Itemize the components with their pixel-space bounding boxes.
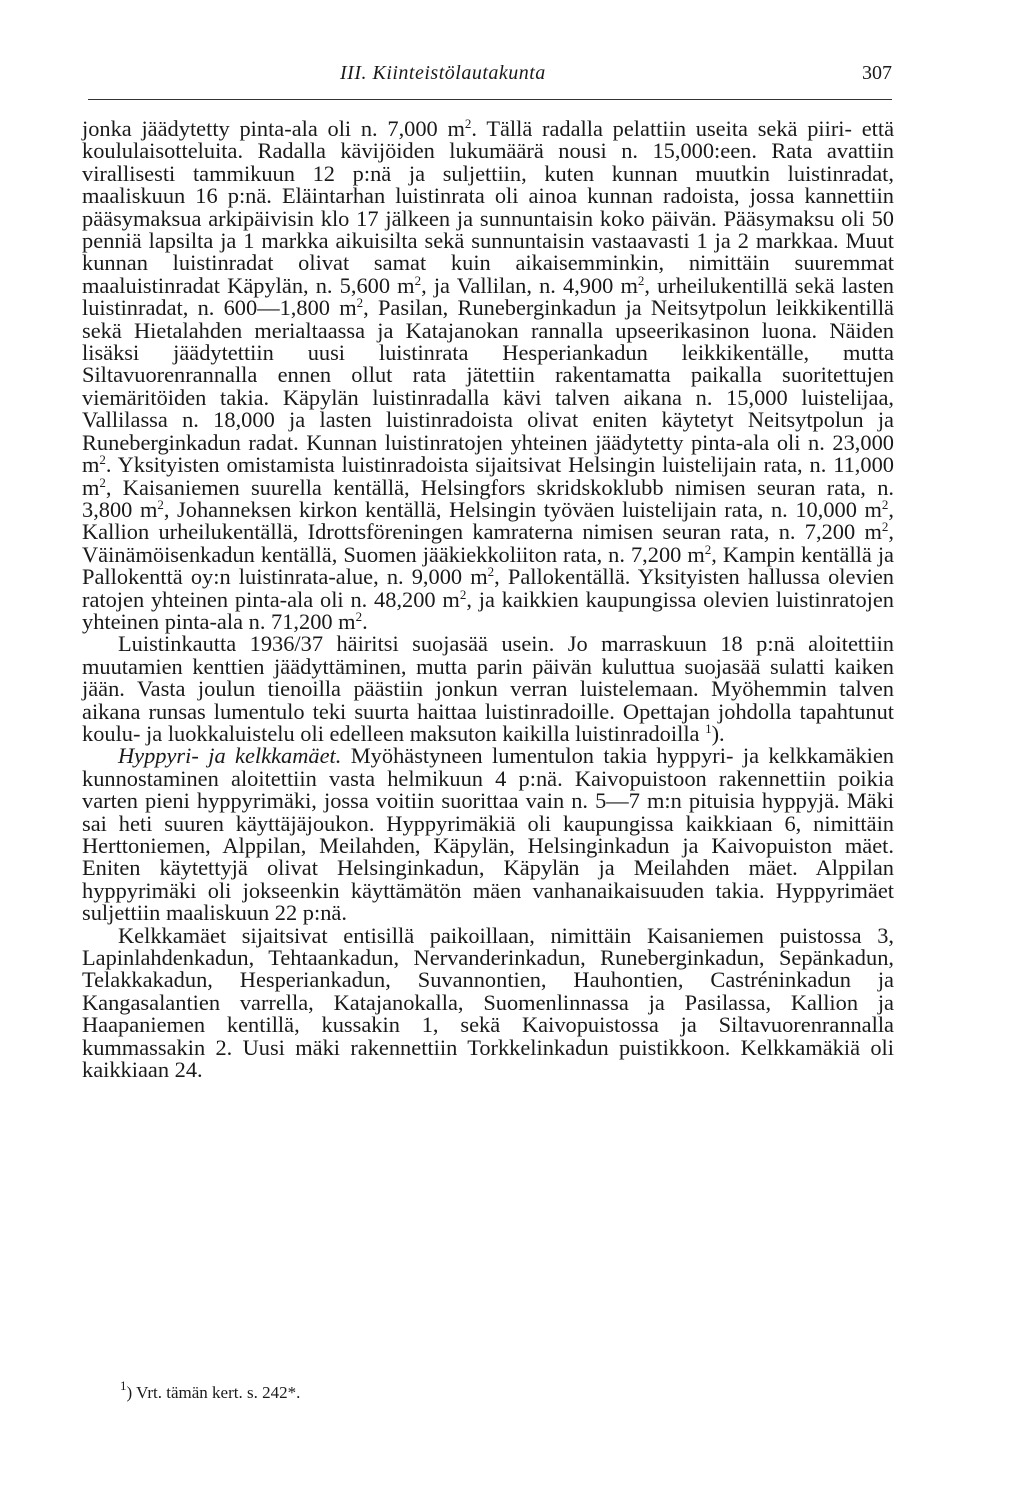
footnote-marker: 1	[120, 1378, 127, 1393]
header-title: III. Kiinteistölautakunta	[340, 62, 546, 84]
footnote: $^1$) Vrt. tämän kert. s. 242*.	[120, 1378, 301, 1402]
section-heading: Hyppyri- ja kelkkamäet.	[118, 743, 342, 769]
page-number: 307	[862, 62, 892, 84]
running-header	[340, 62, 892, 98]
footnote-reference: 1	[705, 720, 712, 736]
header-rule	[88, 99, 892, 100]
paragraph-luistinkausi: Luistinkautta 1936/37 häiritsi suojasää usein. Jo marraskuun 18 p:nä aloitettiin muutamien kenttien jäädyttäminen, mutta parin päivän kuluttua suojasää sulatti kaiken jään. Vasta joulun tienoilla päästiin jonkun verran luistelemaan. Myöhemmin talven aikana runsas lumentulo teki suurta haittaa luistinradoille. Opettajan johdolla tapahtunut koulu- ja luokkaluistelu oli edelleen maksuton kaikilla luistinradoilla $^1$).	[82, 631, 894, 746]
paragraph-kelkkamaet: Kelkkamäet sijaitsivat entisillä paikoillaan, nimittäin Kaisaniemen puistossa 3, Lapinlahdenkadun, Tehtaankadun, Nervanderinkadun, Runeberginkadun, Sepänkadun, Telakkakadun, Hesperiankadun, Suvannontien, Hauhontien, Castréninkadun ja Kangasalantien varrella, Katajanokalla, Suomenlinnassa ja Pasilassa, Kallion ja Haapaniemen kentillä, kussakin 1, sekä Kaivopuistossa ja Siltavuorenrannalla kummassakin 2. Uusi mäki rakennettiin Torkkelinkadun puistikkoon. Kelkkamäkiä oli kaikkiaan 24.	[82, 922, 894, 1083]
paragraph-hyppyrimaet: Hyppyri- ja kelkkamäet. Myöhästyneen lumentulon takia hyppyri- ja kelkkamäkien kunnostaminen aloitettiin vasta helmikuun 4 p:nä. Kaivopuistoon rakennettiin poikia varten pieni hyppyrimäki, jossa voitiin suorittaa vain n. 5—7 m:n pituisia hyppyjä. Mäki sai heti suuren käyttäjäjoukon. Hyppyrimäkiä oli kaupungissa kaikkiaan 6, nimittäin Herttoniemen, Alppilan, Meilahden, Käpylän, Helsinginkadun ja Kaivopuiston mäet. Eniten käytettyjä olivat Helsinginkadun, Käpylän ja Meilahden mäet. Alppilan hyppyrimäki oli jokseenkin käyttämätön mäen vanhanaikaisuuden takia. Hyppyrimäet suljettiin maaliskuun 22 p:nä.	[82, 743, 894, 926]
paragraph-luistinradat: jonka jäädytetty pinta-ala oli n. 7,000 $m^2$. Tällä radalla pelattiin useita sekä piiri- että koululaisotteluita. Radalla kävijöiden lukumäärä nousi n. 15,000:een. Rata avattiin virallisesti tammikuun 12 p:nä ja suljettiin, kuten kunnan muutkin luistinradat, maaliskuun 16 p:nä. Eläintarhan luistinrata oli ainoa kunnan radoista, jossa kannettiin pääsymaksua arkipäivisin klo 17 jälkeen ja sunnuntaisin koko päivän. Pääsymaksu oli 50 penniä lapsilta ja 1 markka aikuisilta sekä sunnuntaisin vastaavasti 1 ja 2 markkaa. Muut kunnan luistinradat olivat samat kuin aikaisemminkin, nimittäin suuremmat maaluistinradat Käpylän, n. 5,600 $m^2$, ja Vallilan, n. 4,900 $m^2$, urheilukentillä sekä lasten luistinradat, n. 600—1,800 $m^2$, Pasilan, Runeberginkadun ja Neitsytpolun leikkikentillä sekä Hietalahden merialtaassa ja Katajanokan rannalla upseerikasinon luona. Näiden lisäksi jäädytettiin uusi luistinrata Hesperiankadun leikkikentälle, mutta Siltavuorenrannalla ennen ollut rata jätettiin rakentamatta paikalla suoritettujen viemäritöiden takia. Käpylän luistinradalla kävi talven aikana n. 15,000 luistelijaa, Vallilassa n. 18,000 ja lasten luistinradoista olivat eniten käytetyt Neitsytpolun ja Runeberginkadun radat. Kunnan luistinratojen yhteinen jäädytetty pinta-ala oli n. 23,000 $m^2$. Yksityisten omistamista luistinradoista sijaitsivat Helsingin luistelijain rata, n. 11,000 $m^2$, Kaisaniemen suurella kentällä, Helsingfors skridskoklubb nimisen seuran rata, n. 3,800 $m^2$, Johanneksen kirkon kentällä, Helsingin työväen luistelijain rata, n. 10,000 $m^2$, Kallion urheilukentällä, Idrottsföreningen kamraterna nimisen seuran rata, n. 7,200 $m^2$, Väinämöisenkadun kentällä, Suomen jääkiekkoliiton rata, n. 7,200 $m^2$, Kampin kentällä ja Pallokenttä oy:n luistinrata-alue, n. 9,000 $m^2$, Pallokentällä. Yksityisten hallussa olevien ratojen yhteinen pinta-ala oli n. 48,200 $m^2$, ja kaikkien kaupungissa olevien luistinratojen yhteinen pinta-ala n. 71,200 $m^2$.	[82, 116, 895, 634]
body-text	[82, 118, 894, 1081]
